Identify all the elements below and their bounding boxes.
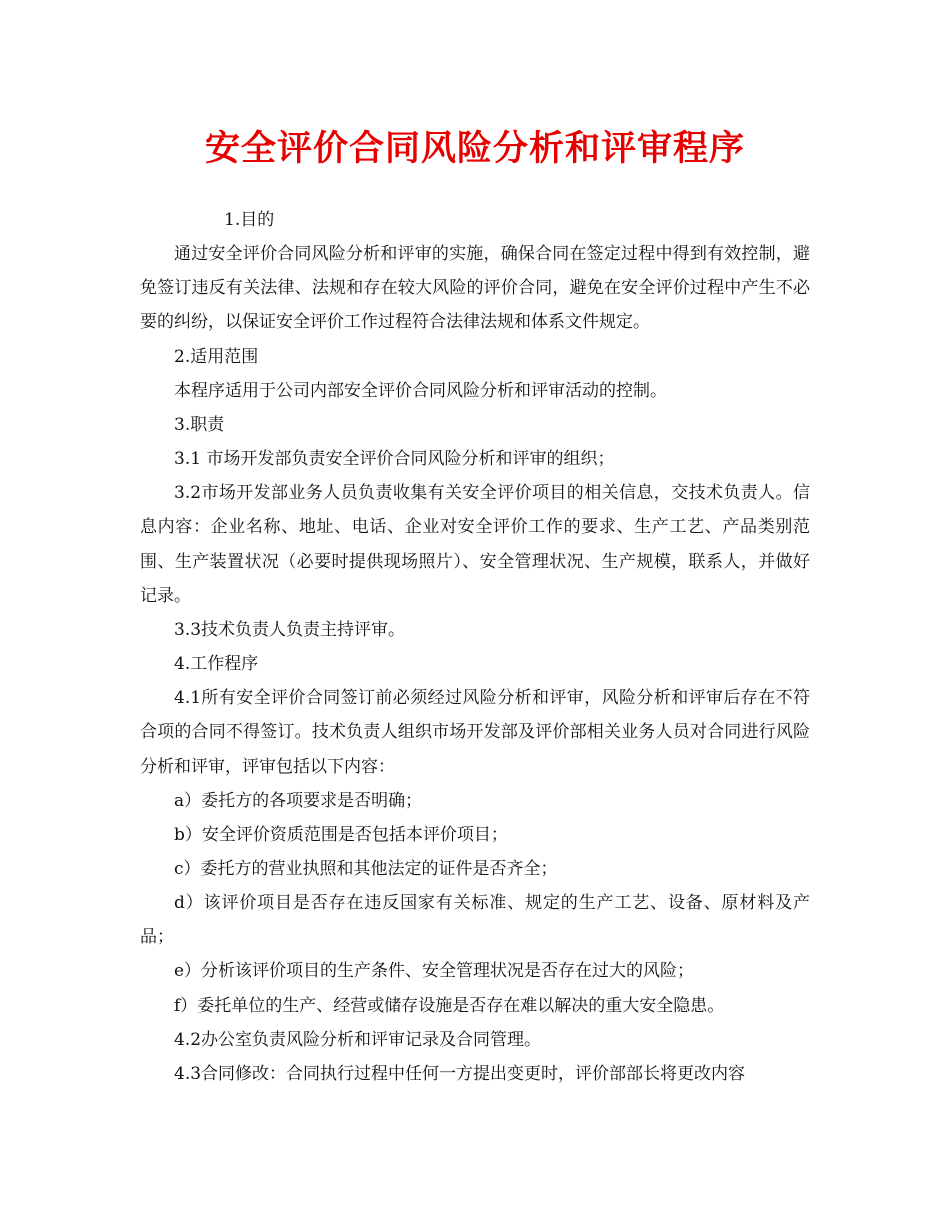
list-item-c: c）委托方的营业执照和其他法定的证件是否齐全； xyxy=(174,858,558,879)
paragraph-purpose: 通过安全评价合同风险分析和评审的实施，确保合同在签定过程中得到有效控制，避免签订违反有关法律、法规和存在较大风险的评价合同，避免在安全评价过程中产生不必要的纠纷，以保证安全评价工作过程符合法律法规和体系文件规定。 xyxy=(140,244,810,333)
section-heading-purpose: 1.目的 xyxy=(224,210,275,230)
paragraph-3-3: 3.3技术负责人负责主持评审。 xyxy=(174,619,406,640)
list-item-d: d）该评价项目是否存在违反国家有关标准、规定的生产工艺、设备、原材料及产品； xyxy=(140,893,810,948)
section-heading-responsibilities: 3.职责 xyxy=(174,414,225,435)
paragraph-3-1: 3.1 市场开发部负责安全评价合同风险分析和评审的组织； xyxy=(174,449,615,470)
paragraph-scope: 本程序适用于公司内部安全评价合同风险分析和评审活动的控制。 xyxy=(174,380,667,401)
paragraph-4-3: 4.3合同修改：合同执行过程中任何一方提出变更时，评价部部长将更改内容 xyxy=(174,1063,746,1084)
section-heading-scope: 2.适用范围 xyxy=(174,346,259,367)
paragraph-4-1: 4.1所有安全评价合同签订前必须经过风险分析和评审，风险分析和评审后存在不符合项的合同不得签订。技术负责人组织市场开发部及评价部相关业务人员对合同进行风险分析和评审，评审包括以下内容： xyxy=(140,688,810,777)
section-heading-procedure: 4.工作程序 xyxy=(174,654,259,675)
list-item-e: e）分析该评价项目的生产条件、安全管理状况是否存在过大的风险； xyxy=(174,961,695,982)
document-body xyxy=(140,203,810,1091)
list-item-f: f）委托单位的生产、经营或储存设施是否存在难以解决的重大安全隐患。 xyxy=(174,995,725,1016)
document-title: 安全评价合同风险分析和评审程序 xyxy=(204,129,745,169)
list-item-b: b）安全评价资质范围是否包括本评价项目； xyxy=(174,824,508,845)
paragraph-4-2: 4.2办公室负责风险分析和评审记录及合同管理。 xyxy=(174,1029,542,1050)
paragraph-3-2: 3.2市场开发部业务人员负责收集有关安全评价项目的相关信息，交技术负责人。信息内容：企业名称、地址、电话、企业对安全评价工作的要求、生产工艺、产品类别范围、生产装置状况（必要时提供现场照片）、安全管理状况、生产规模，联系人，并做好记录。 xyxy=(140,483,810,606)
list-item-a: a）委托方的各项要求是否明确； xyxy=(174,790,423,811)
